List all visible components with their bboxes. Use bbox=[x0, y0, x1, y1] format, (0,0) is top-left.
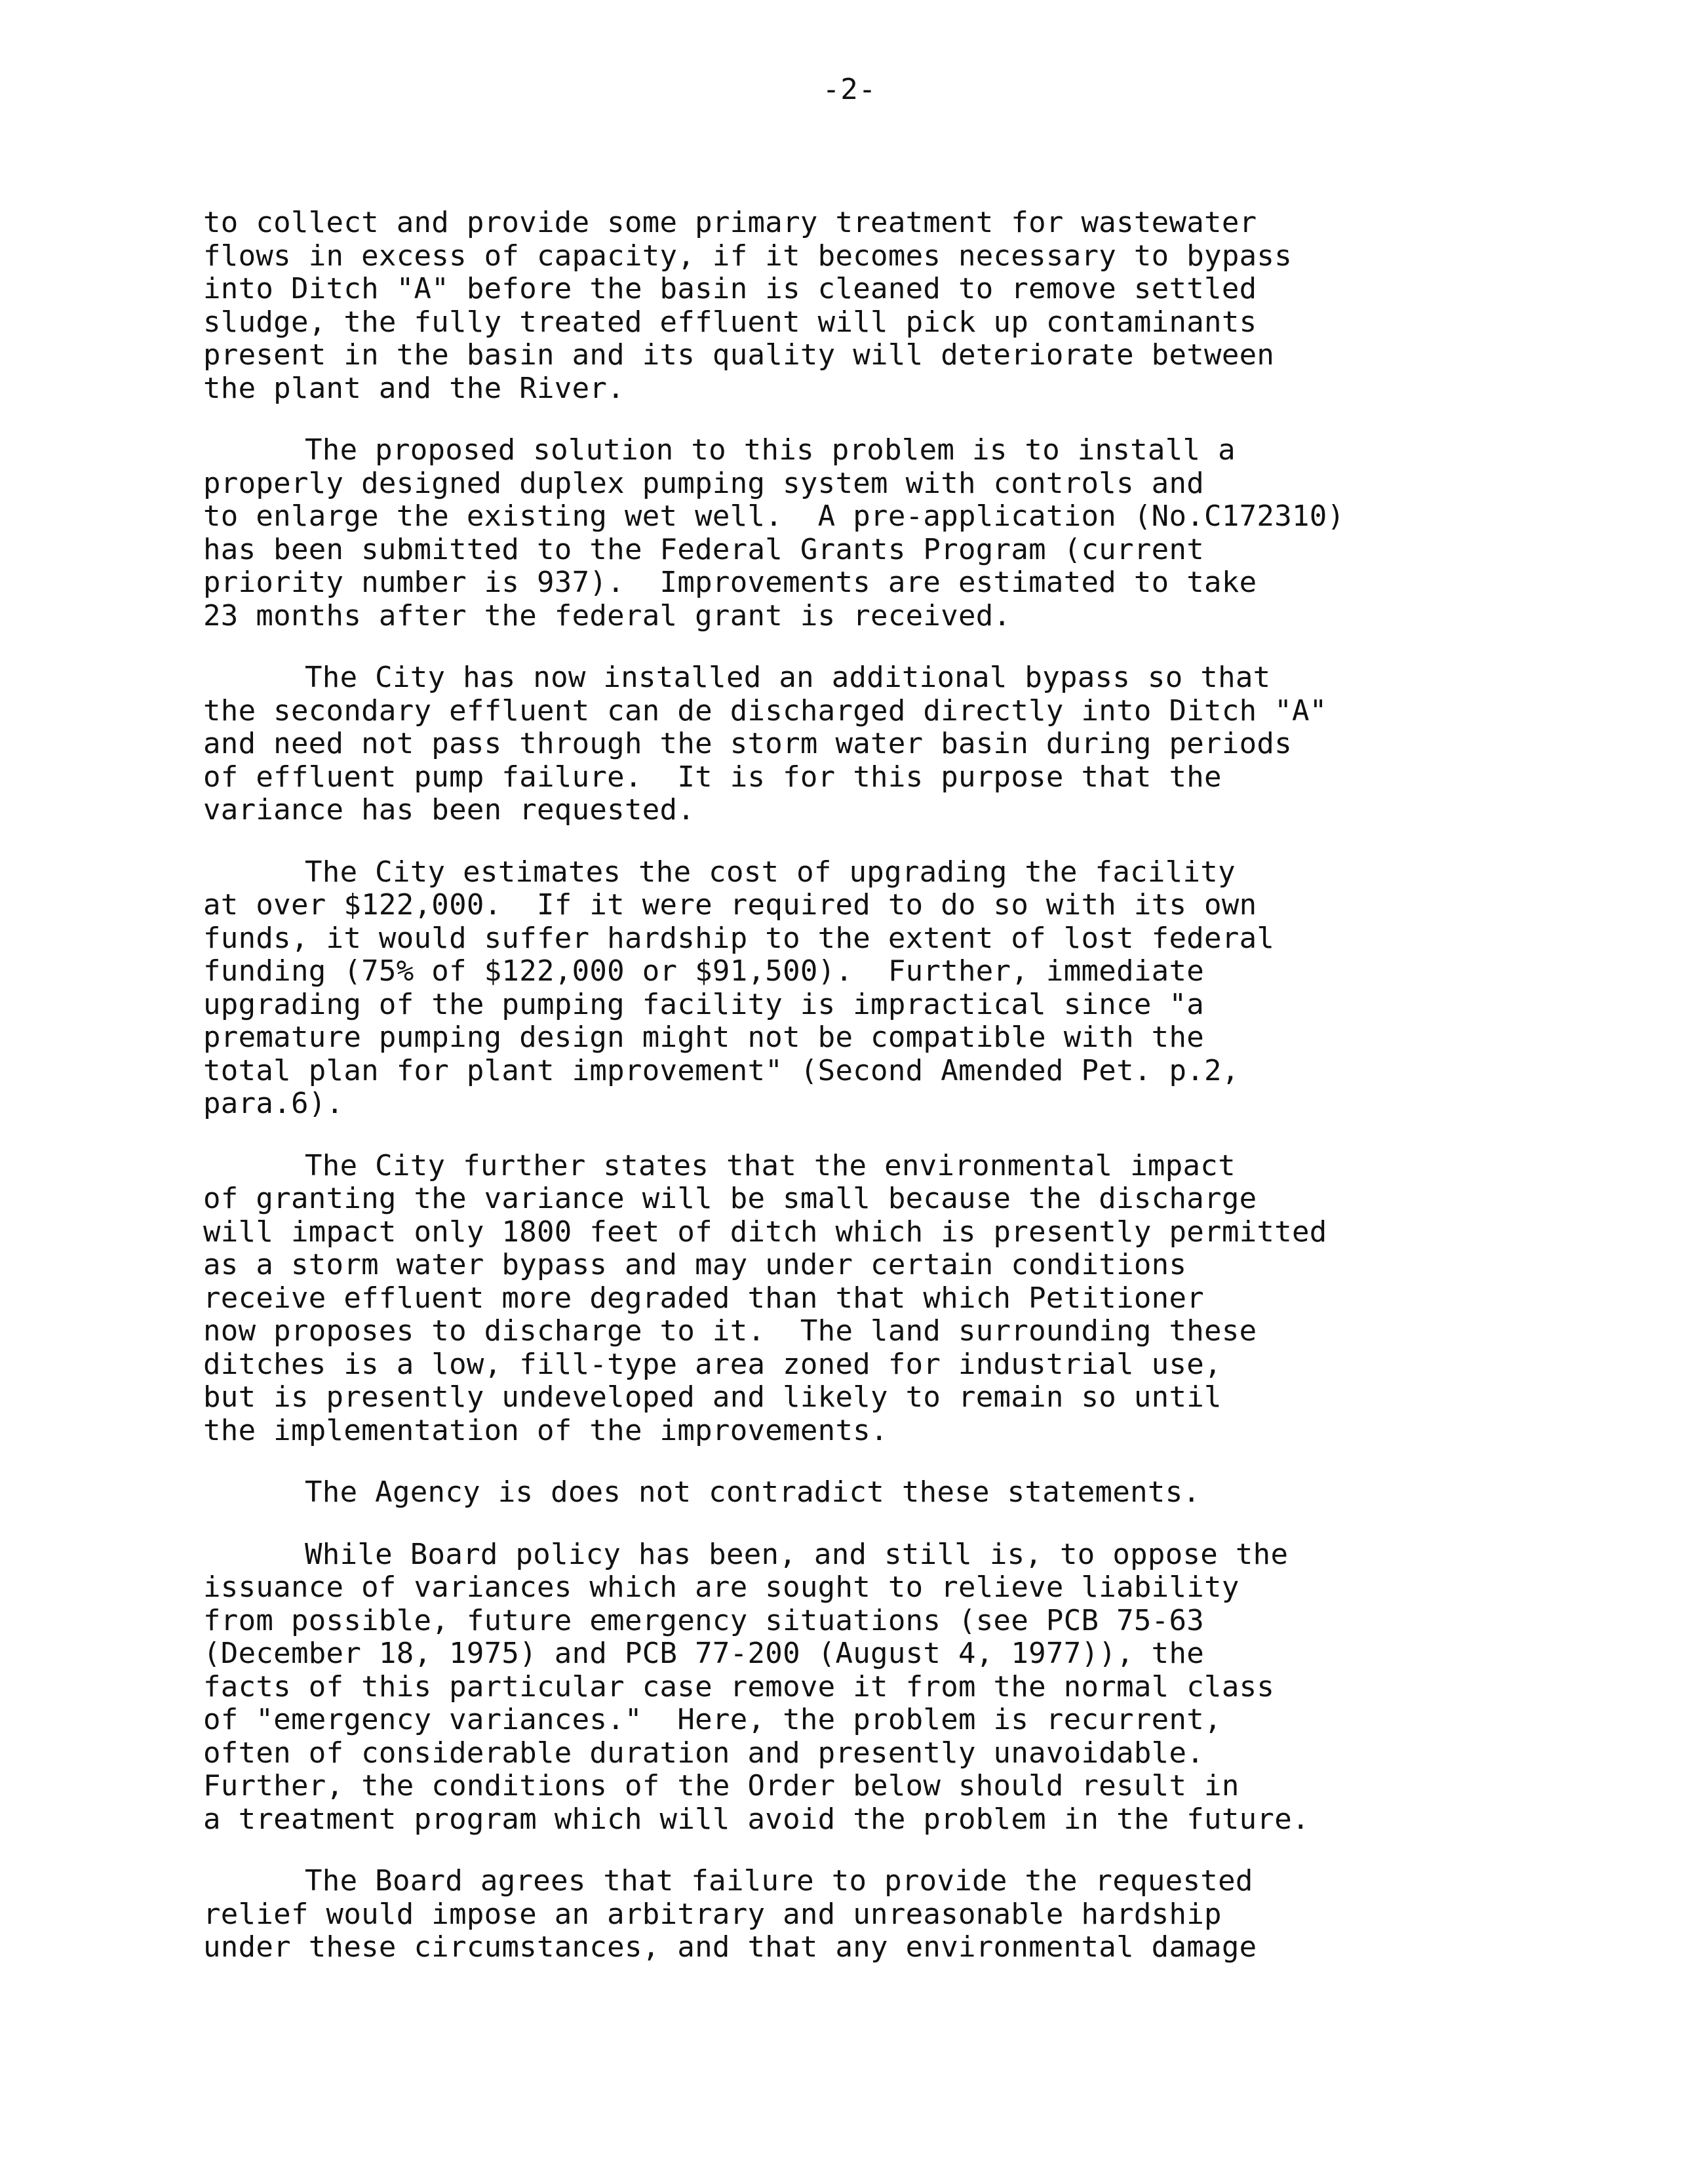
text-line: relief would impose an arbitrary and unreasonable hardship bbox=[203, 1897, 1222, 1931]
text-line: premature pumping design might not be compatible with the bbox=[203, 1021, 1205, 1054]
text-line: para.6). bbox=[203, 1087, 344, 1120]
text-line: The City estimates the cost of upgrading the facility bbox=[305, 855, 1236, 889]
paragraph bbox=[203, 856, 1514, 1121]
text-line: of effluent pump failure. It is for this purpose that the bbox=[203, 760, 1222, 794]
paragraph bbox=[203, 206, 1514, 405]
text-line: and need not pass through the storm water basin during periods bbox=[203, 727, 1292, 760]
text-line: The City further states that the environmental impact bbox=[305, 1148, 1236, 1182]
page-number: -2- bbox=[822, 73, 877, 106]
text-line: of granting the variance will be small because the discharge bbox=[203, 1182, 1257, 1215]
text-line: often of considerable duration and presently unavoidable. bbox=[203, 1736, 1205, 1770]
text-line: will impact only 1800 feet of ditch which is presently permitted bbox=[203, 1215, 1327, 1249]
text-line: receive effluent more degraded than that which Petitioner bbox=[203, 1281, 1205, 1315]
text-line: (December 18, 1975) and PCB 77-200 (August 4, 1977)), the bbox=[203, 1637, 1205, 1670]
text-line: upgrading of the pumping facility is impractical since "a bbox=[203, 987, 1205, 1021]
text-line: The Board agrees that failure to provide the requested bbox=[305, 1864, 1253, 1898]
text-line: the secondary effluent can de discharged directly into Ditch "A" bbox=[203, 693, 1327, 728]
text-line: present in the basin and its quality will deteriorate between bbox=[203, 338, 1275, 372]
text-line: to collect and provide some primary treatment for wastewater bbox=[203, 206, 1257, 239]
document-body bbox=[203, 206, 1514, 1993]
text-line: to enlarge the existing wet well. A pre-application (No.C172310) bbox=[203, 499, 1345, 533]
paragraph bbox=[203, 434, 1514, 633]
paragraph bbox=[203, 1476, 1514, 1510]
text-line: the implementation of the improvements. bbox=[203, 1413, 888, 1447]
text-line: 23 months after the federal grant is received. bbox=[203, 598, 1011, 633]
text-line: sludge, the fully treated effluent will pick up contaminants bbox=[203, 305, 1257, 339]
text-line: issuance of variances which are sought to relieve liability bbox=[203, 1570, 1240, 1604]
text-line: variance has been requested. bbox=[203, 793, 695, 827]
text-line: from possible, future emergency situations (see PCB 75-63 bbox=[203, 1603, 1205, 1637]
text-line: but is presently undeveloped and likely to remain so until bbox=[203, 1380, 1222, 1414]
paragraph bbox=[203, 1865, 1514, 1964]
paragraph bbox=[203, 1150, 1514, 1448]
text-line: as a storm water bypass and may under certain conditions bbox=[203, 1248, 1187, 1281]
text-line: now proposes to discharge to it. The land surrounding these bbox=[203, 1314, 1257, 1348]
text-line: properly designed duplex pumping system with controls and bbox=[203, 466, 1205, 500]
text-line: The proposed solution to this problem is to install a bbox=[305, 433, 1236, 467]
text-line: funds, it would suffer hardship to the extent of lost federal bbox=[203, 921, 1275, 955]
text-line: total plan for plant improvement" (Second Amended Pet. p.2, bbox=[203, 1053, 1240, 1087]
paragraph bbox=[203, 1538, 1514, 1837]
text-line: facts of this particular case remove it from the normal class bbox=[203, 1669, 1275, 1704]
text-line: under these circumstances, and that any environmental damage bbox=[203, 1930, 1257, 1964]
text-line: the plant and the River. bbox=[203, 371, 625, 405]
text-line: While Board policy has been, and still is, to oppose the bbox=[305, 1537, 1289, 1571]
text-line: a treatment program which will avoid the problem in the future. bbox=[203, 1802, 1310, 1836]
text-line: Further, the conditions of the Order below should result in bbox=[203, 1769, 1240, 1803]
text-line: The Agency is does not contradict these statements. bbox=[305, 1475, 1201, 1509]
text-line: at over $122,000. If it were required to do so with its own bbox=[203, 888, 1257, 922]
text-line: has been submitted to the Federal Grants Program (current bbox=[203, 532, 1205, 566]
text-line: flows in excess of capacity, if it becomes necessary to bypass bbox=[203, 239, 1292, 273]
text-line: into Ditch "A" before the basin is cleaned to remove settled bbox=[203, 272, 1257, 305]
text-line: funding (75% of $122,000 or $91,500). Further, immediate bbox=[203, 954, 1205, 988]
text-line: ditches is a low, fill-type area zoned for industrial use, bbox=[203, 1347, 1222, 1381]
text-line: The City has now installed an additional bypass so that bbox=[305, 661, 1271, 694]
text-line: priority number is 937). Improvements are estimated to take bbox=[203, 566, 1257, 599]
text-line: of "emergency variances." Here, the problem is recurrent, bbox=[203, 1703, 1222, 1736]
paragraph bbox=[203, 661, 1514, 827]
